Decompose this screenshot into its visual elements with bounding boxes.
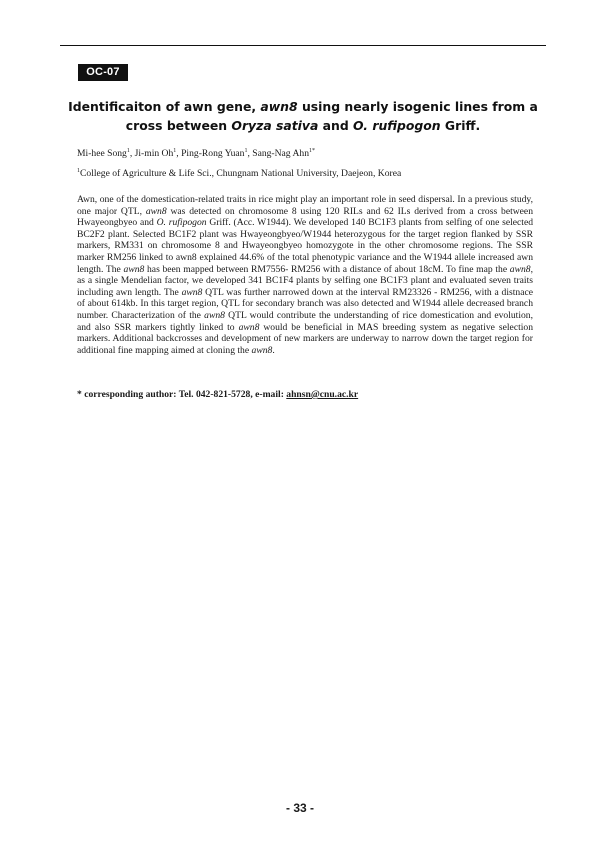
title-gene: awn8 bbox=[260, 99, 298, 114]
author-name: Mi-hee Song bbox=[77, 148, 127, 159]
author-name: Ji-min Oh bbox=[134, 148, 174, 159]
gene-name: awn8 bbox=[123, 263, 145, 275]
page-number: - 33 - bbox=[285, 801, 314, 815]
abstract-text: . bbox=[272, 344, 275, 356]
author-affil-mark: 1 bbox=[126, 148, 130, 154]
corresponding-author bbox=[77, 389, 537, 401]
abstract-text: Griff. (Acc. W1944). We developed 140 BC1F3 plants from selfing of one selected BC2F2 plant. Selected BC1F2 plant was Hwayeongbyeo/W1944 heterozygous for the target region flanked by SSR markers, RM331 on chromosome 8 and Hwayeongbyeo homozygote in the other chromosome regions. The SSR marker RM256 linked to awn8 explained 44.6% of the total phenotypic variance and the W1944 allele increased awn length. The bbox=[77, 217, 533, 275]
abstract-text: was detected on chromosome 8 using 120 RILs and 62 ILs derived from a cross between Hwayeongbyeo and bbox=[77, 205, 533, 229]
abstract-text: would be beneficial in MAS breeding system as negative selection markers. Additional backcrosses and development of new markers are underway to narrow down the target region for additional fine mapping aimed at cloning the bbox=[77, 321, 533, 356]
gene-name: awn8 bbox=[181, 286, 203, 298]
author-affil-mark: 1* bbox=[309, 148, 315, 154]
title-text: Griff. bbox=[440, 118, 481, 133]
affiliation bbox=[77, 168, 537, 180]
affiliation-mark: 1 bbox=[77, 168, 80, 174]
title-species: Oryza sativa bbox=[231, 118, 319, 133]
author-list bbox=[77, 148, 537, 160]
author-name: Ping-Rong Yuan bbox=[181, 148, 245, 159]
author-affil-mark: 1 bbox=[173, 148, 177, 154]
author-affil-mark: 1 bbox=[244, 148, 248, 154]
top-divider bbox=[60, 45, 546, 46]
gene-name: awn8 bbox=[509, 263, 531, 275]
author-sep: , bbox=[129, 148, 135, 159]
abstract-text: has been mapped between RM7556- RM256 with a distance of about 18cM. To fine map the bbox=[144, 263, 510, 275]
title-text: and bbox=[318, 118, 354, 133]
author-sep: , bbox=[247, 148, 253, 159]
abstract-text: Awn, one of the domestication-related traits in rice might play an important role in seed dispersal. In a previous study, one major QTL, bbox=[77, 194, 533, 217]
title-text: using nearly isogenic lines from a cross between bbox=[125, 99, 538, 133]
paper-title bbox=[62, 97, 544, 135]
gene-name: awn8 bbox=[145, 205, 167, 217]
abstract-text: QTL was further narrowed down at the interval RM23326 - RM256, with a distnace of about 614kb. In this target region, QTL for secondary branch was also detected and W1944 allele decreased branch number. Characterization of the bbox=[77, 286, 533, 321]
species-name: O. rufipogon bbox=[156, 217, 207, 229]
affiliation-text: College of Agriculture & Life Sci., Chungnam National University, Daejeon, Korea bbox=[80, 168, 402, 179]
abstract-text: QTL would contribute the understanding of rice domestication and evolution, and also SSR markers tightly linked to bbox=[77, 309, 533, 333]
corresponding-label: * corresponding author: Tel. 042-821-5728, e-mail: bbox=[77, 389, 287, 400]
abstract-body bbox=[77, 194, 533, 356]
gene-name: awn8 bbox=[251, 344, 273, 356]
author-sep: , bbox=[176, 148, 182, 159]
title-text: Identificaiton of awn gene, bbox=[68, 99, 261, 114]
session-badge: OC-07 bbox=[78, 64, 128, 81]
gene-name: awn8 bbox=[238, 321, 260, 333]
abstract-text: , as a single Mendelian factor, we developed 341 BC1F4 plants by selfing one BC1F3 plant and evaluated seven traits including awn length. The bbox=[77, 263, 533, 298]
title-species: O. rufipogon bbox=[353, 118, 441, 133]
gene-name: awn8 bbox=[204, 309, 225, 321]
author-name: Sang-Nag Ahn bbox=[252, 148, 309, 159]
email-link[interactable]: ahnsn@cnu.ac.kr bbox=[286, 389, 359, 400]
